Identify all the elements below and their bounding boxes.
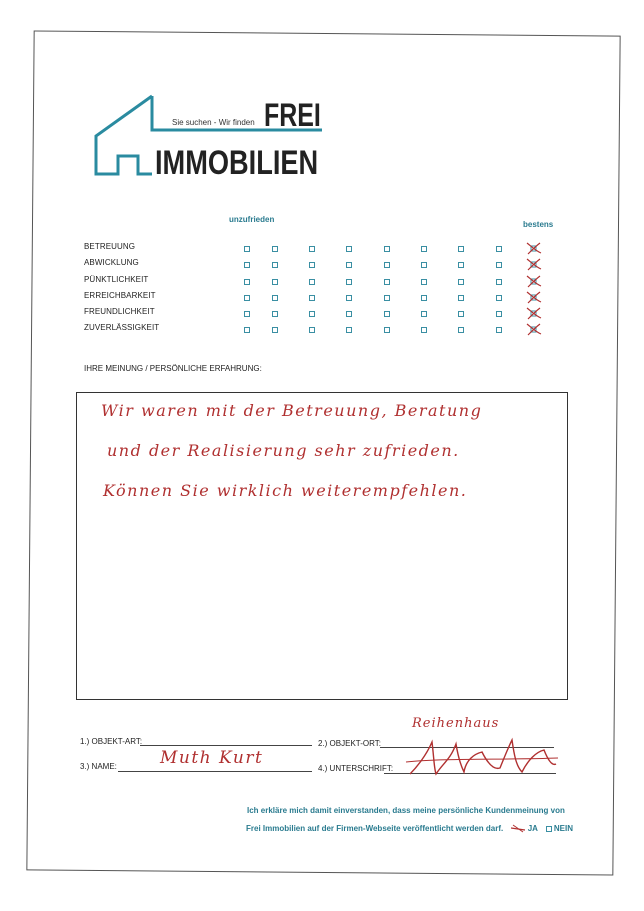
- rating-checkbox[interactable]: [272, 295, 278, 301]
- opinion-title: IHRE MEINUNG / PERSÖNLICHE ERFAHRUNG:: [84, 364, 262, 373]
- rating-checkbox[interactable]: [346, 279, 352, 285]
- rating-checkbox[interactable]: [309, 262, 315, 268]
- consent-nein-checkbox[interactable]: [546, 826, 552, 832]
- rating-checkbox[interactable]: [384, 311, 390, 317]
- scale-high-label: bestens: [523, 220, 554, 229]
- rating-checkbox[interactable]: [309, 279, 315, 285]
- opinion-line-3: Können Sie wirklich weiterempfehlen.: [103, 481, 468, 500]
- rating-checkbox[interactable]: [496, 311, 502, 317]
- rating-checkbox[interactable]: [346, 246, 352, 252]
- company-logo: [92, 88, 328, 184]
- rating-checkbox[interactable]: [244, 327, 250, 333]
- consent-line-2: Frei Immobilien auf der Firmen-Webseite veröffentlicht werden darf.: [246, 824, 504, 833]
- consent-ja-option[interactable]: [511, 824, 539, 833]
- consent-nein-option[interactable]: [544, 824, 573, 833]
- rating-checkbox[interactable]: [244, 246, 250, 252]
- rating-row: [84, 273, 564, 289]
- checked-cross-icon[interactable]: [526, 290, 542, 304]
- rating-checkbox[interactable]: [496, 262, 502, 268]
- rating-checkbox[interactable]: [272, 327, 278, 333]
- rating-checkbox[interactable]: [496, 246, 502, 252]
- rating-checkbox[interactable]: [458, 327, 464, 333]
- rating-checkbox[interactable]: [458, 295, 464, 301]
- rating-checkbox[interactable]: [272, 246, 278, 252]
- rating-checkbox[interactable]: [309, 295, 315, 301]
- rating-criterion-label: BETREUUNG: [84, 242, 136, 251]
- rating-checkbox[interactable]: [458, 279, 464, 285]
- rating-checkbox[interactable]: [244, 295, 250, 301]
- checked-cross-icon[interactable]: [526, 306, 542, 320]
- name-field[interactable]: [118, 771, 312, 772]
- checkmark-cross-icon: [511, 824, 525, 833]
- rating-checkbox[interactable]: [421, 279, 427, 285]
- objekt-ort-label: 2.) OBJEKT-ORT:: [318, 739, 381, 748]
- rating-checkbox[interactable]: [421, 295, 427, 301]
- rating-checkbox[interactable]: [272, 311, 278, 317]
- rating-checkbox[interactable]: [384, 295, 390, 301]
- objekt-ort-value: Reihenhaus: [412, 716, 500, 731]
- opinion-line-2: und der Realisierung sehr zufrieden.: [107, 441, 460, 460]
- opinion-textbox[interactable]: [76, 392, 568, 700]
- rating-checkbox[interactable]: [272, 279, 278, 285]
- name-label: 3.) NAME:: [80, 762, 117, 771]
- consent-line-1: Ich erkläre mich damit einverstanden, dass meine persönliche Kundenmeinung von: [247, 806, 565, 815]
- name-value: Muth Kurt: [160, 748, 264, 768]
- rating-checkbox[interactable]: [346, 262, 352, 268]
- logo-brand-bottom: IMMOBILIEN: [155, 144, 319, 182]
- rating-checkbox[interactable]: [244, 262, 250, 268]
- rating-checkbox[interactable]: [384, 279, 390, 285]
- rating-checkbox[interactable]: [421, 311, 427, 317]
- rating-row: [84, 289, 564, 305]
- checked-cross-icon[interactable]: [526, 257, 542, 271]
- rating-checkbox[interactable]: [496, 279, 502, 285]
- rating-checkbox[interactable]: [244, 311, 250, 317]
- rating-checkbox[interactable]: [309, 327, 315, 333]
- consent-line-2-row: [246, 824, 573, 833]
- signature-label: 4.) UNTERSCHRIFT:: [318, 764, 394, 773]
- rating-checkbox[interactable]: [421, 246, 427, 252]
- rating-row: [84, 321, 564, 337]
- rating-row: [84, 305, 564, 321]
- rating-criterion-label: ERREICHBARKEIT: [84, 290, 156, 300]
- objekt-art-label: 1.) OBJEKT-ART:: [80, 737, 143, 746]
- rating-checkbox[interactable]: [458, 262, 464, 268]
- rating-checkbox[interactable]: [346, 327, 352, 333]
- rating-checkbox[interactable]: [421, 327, 427, 333]
- rating-row: [84, 240, 564, 256]
- consent-nein-label: NEIN: [553, 824, 573, 833]
- handwritten-signature: [404, 734, 560, 778]
- consent-ja-label: JA: [527, 824, 538, 833]
- rating-checkbox[interactable]: [244, 279, 250, 285]
- rating-grid: [84, 240, 564, 338]
- logo-tagline: Sie suchen - Wir finden: [172, 118, 255, 127]
- rating-checkbox[interactable]: [384, 262, 390, 268]
- rating-checkbox[interactable]: [346, 295, 352, 301]
- objekt-art-field[interactable]: [140, 745, 312, 746]
- rating-checkbox[interactable]: [496, 327, 502, 333]
- rating-checkbox[interactable]: [309, 246, 315, 252]
- rating-checkbox[interactable]: [384, 327, 390, 333]
- logo-brand-top: FREI: [264, 97, 321, 133]
- checked-cross-icon[interactable]: [526, 241, 542, 255]
- rating-checkbox[interactable]: [346, 311, 352, 317]
- rating-checkbox[interactable]: [458, 246, 464, 252]
- rating-criterion-label: PÜNKTLICHKEIT: [84, 274, 149, 284]
- scale-low-label: unzufrieden: [229, 215, 275, 224]
- rating-criterion-label: FREUNDLICHKEIT: [84, 307, 155, 317]
- rating-checkbox[interactable]: [384, 246, 390, 252]
- rating-checkbox[interactable]: [309, 311, 315, 317]
- rating-criterion-label: ZUVERLÄSSIGKEIT: [84, 323, 160, 333]
- rating-row: [84, 256, 564, 272]
- checked-cross-icon[interactable]: [526, 322, 542, 336]
- rating-checkbox[interactable]: [496, 295, 502, 301]
- rating-checkbox[interactable]: [421, 262, 427, 268]
- rating-criterion-label: ABWICKLUNG: [84, 258, 139, 268]
- rating-checkbox[interactable]: [458, 311, 464, 317]
- opinion-line-1: Wir waren mit der Betreuung, Beratung: [101, 401, 483, 420]
- checked-cross-icon[interactable]: [526, 274, 542, 288]
- rating-checkbox[interactable]: [272, 262, 278, 268]
